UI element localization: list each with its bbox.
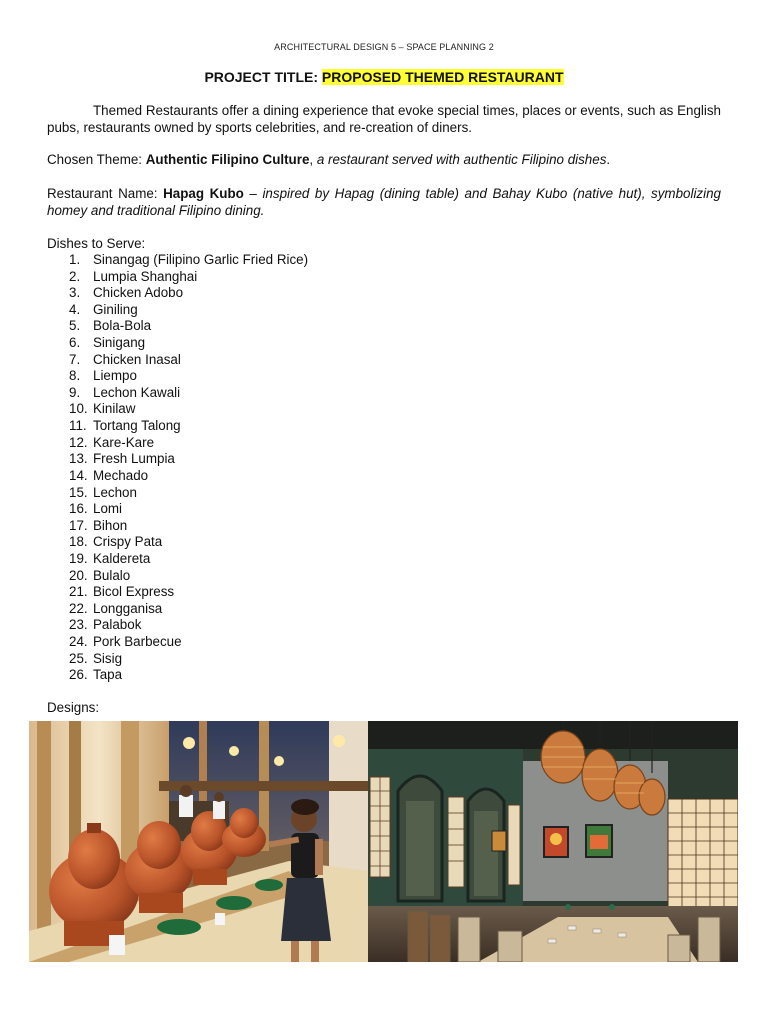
dish-item (47, 318, 308, 335)
restaurant-name (47, 186, 721, 219)
wall-painting-1 (544, 827, 568, 857)
dish-number: 11. (69, 418, 87, 434)
dishes-label: Dishes to Serve: (47, 236, 146, 251)
dish-number: 12. (69, 434, 88, 450)
dish-item (47, 252, 308, 269)
project-title-value: PROPOSED THEMED RESTAURANT (321, 69, 564, 85)
dish-number: 9. (69, 384, 81, 400)
dish-name: Bulalo (93, 567, 131, 583)
dish-name: Bicol Express (93, 584, 175, 600)
dish-number: 7. (69, 351, 81, 367)
chosen-theme (47, 152, 721, 169)
dish-number: 4. (69, 301, 81, 317)
dish-number: 13. (69, 451, 88, 467)
arched-window-1 (398, 776, 442, 901)
restaurant-separator: – (243, 186, 263, 201)
dish-number: 24. (69, 634, 88, 650)
dish-item (47, 601, 308, 618)
dish-name: Liempo (93, 368, 137, 384)
theme-separator: , (309, 152, 317, 167)
dish-number: 3. (69, 285, 81, 301)
restaurant-interior-image (368, 721, 738, 962)
dish-number: 23. (69, 617, 88, 633)
dish-number: 1. (69, 252, 81, 267)
dish-name: Tortang Talong (93, 418, 181, 434)
dish-item (47, 401, 308, 418)
dish-item (47, 451, 308, 468)
dish-number: 14. (69, 467, 88, 483)
dish-item (47, 385, 308, 402)
theme-label: Chosen Theme: (47, 152, 146, 167)
dish-item (47, 518, 308, 535)
dish-name: Lechon (93, 484, 137, 500)
dish-item (47, 551, 308, 568)
dish-item (47, 302, 308, 319)
dish-item (47, 368, 308, 385)
theme-name: Authentic Filipino Culture (145, 152, 310, 167)
dish-name: Lomi (93, 501, 123, 517)
dish-item (47, 335, 308, 352)
dish-item (47, 418, 308, 435)
dish-name: Mechado (93, 467, 149, 483)
dish-item (47, 651, 308, 668)
dish-name: Fresh Lumpia (93, 451, 175, 467)
wall-painting-2 (586, 825, 612, 857)
design-photo-restaurant-interior (368, 721, 738, 962)
dish-name: Bola-Bola (93, 318, 152, 334)
designs-label: Designs: (47, 700, 100, 715)
restaurant-name-value: Hapag Kubo (163, 186, 244, 201)
dish-number: 6. (69, 335, 81, 351)
dish-item (47, 634, 308, 651)
dish-item (47, 501, 308, 518)
theme-description: a restaurant served with authentic Filipino dishes (316, 152, 607, 167)
dish-number: 8. (69, 368, 81, 384)
dish-name: Sinangag (Filipino Garlic Fried Rice) (93, 252, 309, 267)
dish-name: Bihon (93, 517, 128, 533)
dish-item (47, 667, 308, 684)
dish-item (47, 468, 308, 485)
clay-pot-buffet-image (29, 721, 368, 962)
dish-name: Kinilaw (93, 401, 136, 417)
dish-item (47, 352, 308, 369)
dish-number: 18. (69, 534, 88, 550)
intro-paragraph: Themed Restaurants offer a dining experience that evoke special times, places or events, such as English pubs, restaurants owned by sports celebrities, and re-creation of diners. (47, 103, 721, 135)
dish-number: 20. (69, 567, 88, 583)
dish-name: Sisig (93, 650, 123, 666)
dish-number: 10. (69, 401, 88, 417)
project-title (0, 69, 768, 85)
theme-end: . (606, 152, 611, 167)
dish-item (47, 269, 308, 286)
dish-number: 2. (69, 268, 81, 284)
capiz-panel-right (668, 799, 738, 909)
page-header: ARCHITECTURAL DESIGN 5 – SPACE PLANNING 2 (274, 42, 494, 52)
dish-name: Chicken Adobo (93, 285, 184, 301)
dish-name: Pork Barbecue (93, 634, 182, 650)
restaurant-label: Restaurant Name: (47, 186, 164, 201)
dish-name: Kaldereta (93, 550, 151, 566)
dish-number: 5. (69, 318, 81, 334)
dish-number: 17. (69, 517, 88, 533)
design-photo-clay-pot-buffet (29, 721, 368, 962)
dish-item (47, 485, 308, 502)
dish-number: 15. (69, 484, 88, 500)
dish-name: Crispy Pata (93, 534, 163, 550)
dish-name: Sinigang (93, 335, 146, 351)
dish-item (47, 435, 308, 452)
project-title-label: PROJECT TITLE: (204, 69, 322, 85)
dish-item (47, 534, 308, 551)
dish-name: Chicken Inasal (93, 351, 181, 367)
dish-name: Lechon Kawali (93, 384, 181, 400)
dish-number: 22. (69, 600, 88, 616)
dish-item (47, 285, 308, 302)
dish-name: Longganisa (93, 600, 163, 616)
dish-number: 26. (69, 667, 88, 683)
dish-number: 16. (69, 501, 88, 517)
dish-item (47, 617, 308, 634)
dish-name: Giniling (93, 301, 138, 317)
dish-name: Tapa (93, 667, 123, 683)
dish-number: 25. (69, 650, 88, 666)
dish-number: 19. (69, 550, 88, 566)
dishes-list (47, 252, 308, 684)
restaurant-description: inspired by Hapag (dining table) and Bahay Kubo (native hut), symbolizing homey and traditional Filipino dining. (47, 186, 721, 218)
dish-item (47, 568, 308, 585)
dish-name: Kare-Kare (93, 434, 155, 450)
dish-item (47, 584, 308, 601)
dish-number: 21. (69, 584, 88, 600)
dish-name: Palabok (93, 617, 142, 633)
dish-name: Lumpia Shanghai (93, 268, 198, 284)
